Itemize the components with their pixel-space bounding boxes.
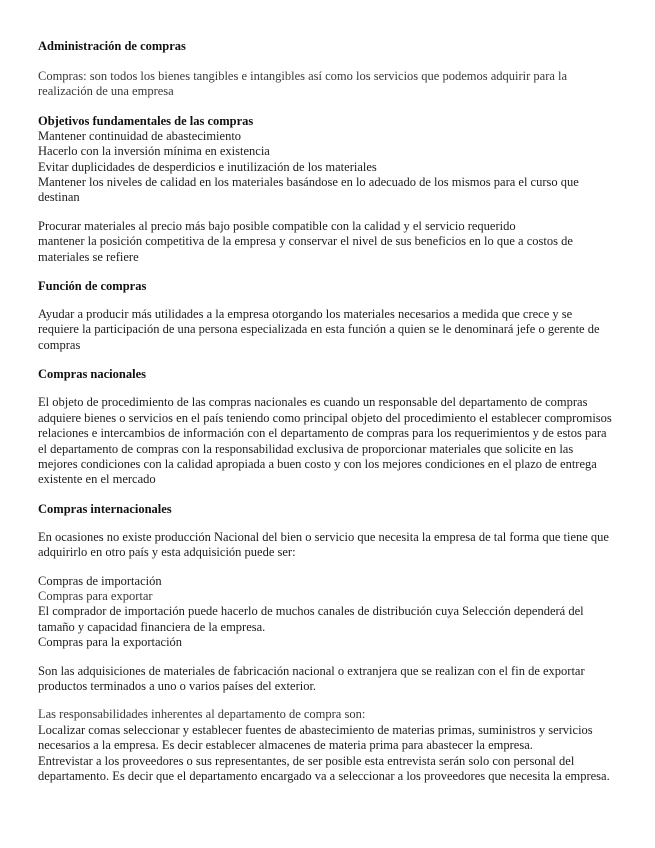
objective-item: Evitar duplicidades de desperdicios e inutilización de los materiales: [38, 159, 377, 174]
para-exportar-label: Compras para exportar: [38, 588, 153, 603]
importacion-text: El comprador de importación puede hacerlo de muchos canales de distribución cuya Selección dependerá del tamaño y capacidad financiera de la empresa.: [38, 604, 584, 634]
importacion-label: Compras de importación: [38, 573, 162, 588]
objective-item: Mantener continuidad de abastecimiento: [38, 128, 242, 143]
nacionales-paragraph: El objeto de procedimiento de las compras nacionales es cuando un responsable del departamento de compras adquiere bienes o servicios en el país teniendo como principal objeto del procedimiento el establecer compromisos relaciones e intercambios de información con el departamento de compras para los requerimientos y de estos para el departamento de compras con la responsabilidad exclusiva de proporcionar materiales que solicite en las mejores condiciones con la calidad apropiada a buen costo y con los mejores condiciones en el plazo de entrega existente en el mercado: [38, 395, 612, 487]
objectives-heading: Objetivos fundamentales de las compras: [38, 113, 254, 128]
responsabilidad-item: Entrevistar a los proveedores o sus representantes, de ser posible esta entrevista serán solo con personal del departamento. Es decir que el departamento encargado va a seleccionar a los proveedores que necesita la empresa.: [38, 753, 610, 783]
definition-paragraph: Compras: son todos los bienes tangibles e intangibles así como los servicios que podemos adquirir para la realización de una empresa: [38, 69, 568, 99]
internacionales-intro: En ocasiones no existe producción Nacional del bien o servicio que necesita la empresa de tal forma que tiene que adquirirlo en otro país y esta adquisición puede ser:: [38, 529, 609, 560]
document-title: Administración de compras: [38, 39, 186, 53]
objective-extra: mantener la posición competitiva de la empresa y conservar el nivel de sus beneficios en lo que a costos de materiales se refiere: [38, 234, 573, 264]
funcion-heading: Función de compras: [38, 279, 147, 294]
responsabilidad-item: Localizar comas seleccionar y establecer fuentes de abastecimiento de materias primas, suministros y servicios necesarios a la empresa. Es decir establecer almacenes de materia prima para abastecer la empresa.: [38, 722, 593, 753]
exportacion-text: Son las adquisiciones de materiales de fabricación nacional o extranjera que se realizan con el fin de exportar productos terminados a uno o varios países del exterior.: [38, 663, 585, 693]
exportacion-label: Compras para la exportación: [38, 635, 183, 650]
funcion-paragraph: Ayudar a producir más utilidades a la empresa otorgando los materiales necesarios a medida que crece y se requiere la participación de una persona especializada en esta función a quien se le denominará jefe o gerente de compras: [38, 307, 600, 352]
nacionales-heading: Compras nacionales: [38, 367, 146, 382]
internacionales-heading: Compras internacionales: [38, 501, 172, 516]
objective-extra: Procurar materiales al precio más bajo posible compatible con la calidad y el servicio requerido: [38, 218, 516, 233]
responsabilidades-intro: Las responsabilidades inherentes al departamento de compra son:: [38, 707, 366, 722]
objective-item: Hacerlo con la inversión mínima en existencia: [38, 144, 270, 159]
objective-item: Mantener los niveles de calidad en los materiales basándose en lo adecuado de los mismos para el curso que destinan: [38, 175, 579, 205]
